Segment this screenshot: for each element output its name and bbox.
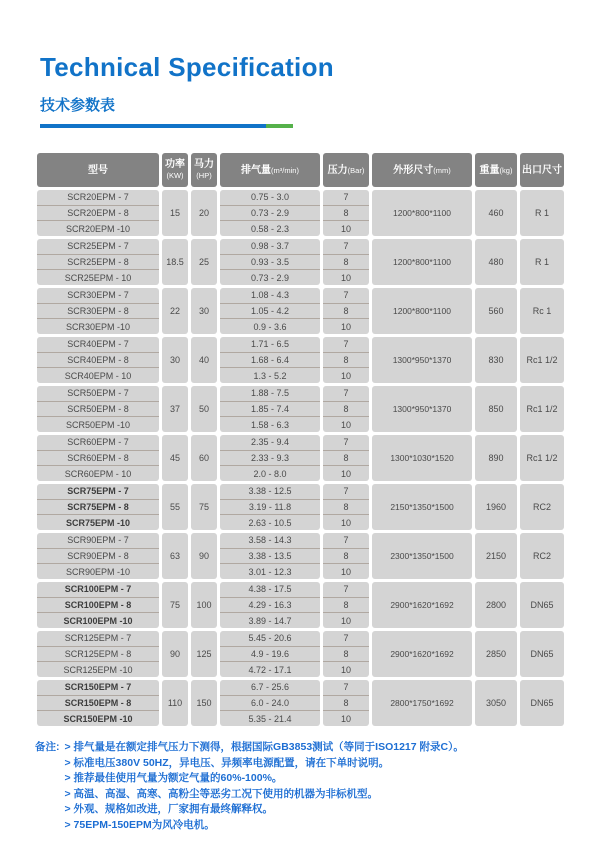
table-row [37,680,565,726]
header-weight-label: 重量(kg) [479,164,513,176]
dimensions-cell: 1300*950*1370 [372,386,472,432]
weight-cell: 890 [475,435,517,481]
pressure-value: 8 [323,451,369,467]
model-name: SCR40EPM - 7 [37,337,159,353]
displacement-value: 6.0 - 24.0 [220,696,320,712]
header-weight [475,153,517,187]
power-cell: 90 [162,631,188,677]
dimensions-cell: 2900*1620*1692 [372,631,472,677]
displacement-value: 0.58 - 2.3 [250,223,290,234]
model-name: SCR30EPM - 8 [37,304,159,320]
displacement-value: 5.45 - 20.6 [220,631,320,647]
displacement-cell [220,533,320,579]
pressure-value: 7 [323,533,369,549]
displacement-cell [220,239,320,285]
model-cell [37,386,159,432]
note-item: > 外观、规格如改进，厂家拥有最终解释权。 [64,803,274,815]
table-row [37,239,565,285]
displacement-cell [220,190,320,236]
outlet-cell: DN65 [520,582,564,628]
hp-cell: 30 [191,288,217,334]
outlet-cell: DN65 [520,631,564,677]
outlet-cell: Rc 1 [520,288,564,334]
pressure-cell [323,680,369,726]
displacement-value: 3.89 - 14.7 [248,615,292,626]
displacement-cell [220,386,320,432]
outlet-cell: Rc1 1/2 [520,435,564,481]
hp-cell: 50 [191,386,217,432]
model-name: SCR25EPM - 7 [37,239,159,255]
note-item: > 高温、高湿、高寒、高粉尘等恶劣工况下使用的机器为非标机型。 [64,787,379,800]
outlet-cell: R 1 [520,239,564,285]
header-hp-unit: (HP) [196,171,212,180]
displacement-value: 1.58 - 6.3 [250,419,290,430]
pressure-value: 8 [323,402,369,418]
table-row [37,533,565,579]
displacement-value: 3.58 - 14.3 [220,533,320,549]
displacement-value: 3.38 - 13.5 [220,549,320,565]
pressure-cell [323,533,369,579]
note-item: > 75EPM-150EPM为风冷电机。 [64,818,215,831]
pressure-value: 10 [340,517,351,528]
pressure-cell [323,484,369,530]
weight-cell: 2800 [475,582,517,628]
power-cell: 37 [162,386,188,432]
model-name: SCR75EPM - 8 [37,500,159,516]
hp-cell: 20 [191,190,217,236]
pressure-value: 10 [340,370,351,381]
table-row [37,386,565,432]
weight-cell: 850 [475,386,517,432]
page-header [0,0,600,128]
displacement-value: 3.38 - 12.5 [220,484,320,500]
outlet-cell: Rc1 1/2 [520,337,564,383]
pressure-value: 8 [323,353,369,369]
dimensions-cell: 1300*950*1370 [372,337,472,383]
model-name: SCR100EPM - 7 [37,582,159,598]
model-name: SCR50EPM - 7 [37,386,159,402]
weight-cell: 2850 [475,631,517,677]
displacement-value: 0.73 - 2.9 [220,206,320,222]
notes-list [65,740,464,833]
power-cell: 45 [162,435,188,481]
displacement-value: 4.9 - 19.6 [220,647,320,663]
page-subtitle: 技术参数表 [40,97,116,114]
displacement-value: 3.01 - 12.3 [248,566,292,577]
pressure-cell [323,582,369,628]
page-title: Technical Specification [40,52,334,82]
model-name: SCR150EPM - 7 [37,680,159,696]
model-name: SCR60EPM - 10 [64,468,132,479]
displacement-cell [220,631,320,677]
hp-cell: 125 [191,631,217,677]
table-row [37,435,565,481]
dimensions-cell: 2800*1750*1692 [372,680,472,726]
model-cell [37,484,159,530]
pressure-value: 10 [340,272,351,283]
pressure-value: 7 [323,680,369,696]
model-name: SCR50EPM - 8 [37,402,159,418]
model-cell [37,337,159,383]
table-header-row [37,153,565,187]
header-hp [191,153,217,187]
hp-cell: 60 [191,435,217,481]
pressure-value: 10 [340,615,351,626]
displacement-value: 1.05 - 4.2 [220,304,320,320]
pressure-cell [323,288,369,334]
pressure-value: 8 [323,696,369,712]
model-name: SCR30EPM -10 [65,321,131,332]
displacement-value: 3.19 - 11.8 [220,500,320,516]
weight-cell: 1960 [475,484,517,530]
displacement-value: 1.68 - 6.4 [220,353,320,369]
model-cell [37,190,159,236]
power-cell: 22 [162,288,188,334]
displacement-value: 0.93 - 3.5 [220,255,320,271]
pressure-value: 8 [323,647,369,663]
model-cell [37,631,159,677]
header-dimensions [372,153,472,187]
model-name: SCR125EPM - 8 [37,647,159,663]
table-row [37,484,565,530]
pressure-value: 8 [323,304,369,320]
displacement-cell [220,435,320,481]
model-name: SCR90EPM - 8 [37,549,159,565]
pressure-value: 10 [340,321,351,332]
outlet-cell: DN65 [520,680,564,726]
dimensions-cell: 2150*1350*1500 [372,484,472,530]
displacement-cell [220,337,320,383]
pressure-value: 10 [340,468,351,479]
note-item: > 标准电压380V 50HZ，异电压、异频率电源配置，请在下单时说明。 [64,756,390,769]
outlet-cell: R 1 [520,190,564,236]
displacement-value: 1.08 - 4.3 [220,288,320,304]
header-pressure [323,153,369,187]
displacement-value: 4.72 - 17.1 [248,664,292,675]
pressure-cell [323,239,369,285]
note-item: > 排气量是在额定排气压力下测得，根据国际GB3853测试（等同于ISO1217 附录C）。 [64,741,464,753]
pressure-value: 7 [323,435,369,451]
displacement-value: 0.9 - 3.6 [253,321,287,332]
table-row [37,190,565,236]
header-power-label: 功率 [165,159,185,170]
header-outlet [520,153,564,187]
weight-cell: 460 [475,190,517,236]
hp-cell: 75 [191,484,217,530]
model-name: SCR25EPM - 8 [37,255,159,271]
pressure-value: 7 [323,582,369,598]
spec-table [37,153,565,726]
displacement-cell [220,288,320,334]
power-cell: 15 [162,190,188,236]
table-row [37,631,565,677]
header-power [162,153,188,187]
model-name: SCR40EPM - 8 [37,353,159,369]
outlet-cell: RC2 [520,484,564,530]
power-cell: 18.5 [162,239,188,285]
dimensions-cell: 2300*1350*1500 [372,533,472,579]
pressure-cell [323,631,369,677]
weight-cell: 830 [475,337,517,383]
header-pressure-label: 压力(Bar) [327,164,365,176]
header-dimensions-label: 外形尺寸(mm) [393,164,451,176]
pressure-value: 7 [323,631,369,647]
pressure-cell [323,386,369,432]
model-name: SCR90EPM -10 [65,566,131,577]
pressure-value: 10 [340,419,351,430]
displacement-value: 5.35 - 21.4 [248,713,292,724]
table-row [37,288,565,334]
pressure-value: 8 [323,255,369,271]
displacement-value: 2.63 - 10.5 [248,517,292,528]
displacement-value: 0.75 - 3.0 [220,190,320,206]
model-name: SCR40EPM - 10 [64,370,132,381]
displacement-cell [220,582,320,628]
model-name: SCR150EPM - 8 [37,696,159,712]
pressure-cell [323,435,369,481]
displacement-value: 4.38 - 17.5 [220,582,320,598]
displacement-value: 2.35 - 9.4 [220,435,320,451]
header-outlet-label: 出口尺寸 [522,164,562,176]
displacement-cell [220,484,320,530]
model-name: SCR20EPM -10 [65,223,131,234]
power-cell: 55 [162,484,188,530]
pressure-value: 10 [340,223,351,234]
displacement-value: 2.0 - 8.0 [253,468,287,479]
model-name: SCR100EPM -10 [63,615,133,626]
model-name: SCR90EPM - 7 [37,533,159,549]
model-name: SCR20EPM - 8 [37,206,159,222]
pressure-value: 7 [323,337,369,353]
hp-cell: 90 [191,533,217,579]
spec-table-body [37,190,565,726]
notes-prefix: 备注: [35,741,60,753]
displacement-value: 0.98 - 3.7 [220,239,320,255]
header-hp-label: 马力 [194,159,214,170]
header-model [37,153,159,187]
weight-cell: 560 [475,288,517,334]
displacement-value: 4.29 - 16.3 [220,598,320,614]
header-displacement [220,153,320,187]
displacement-value: 0.73 - 2.9 [250,272,290,283]
displacement-value: 1.85 - 7.4 [220,402,320,418]
power-cell: 75 [162,582,188,628]
model-name: SCR25EPM - 10 [64,272,132,283]
dimensions-cell: 2900*1620*1692 [372,582,472,628]
model-cell [37,582,159,628]
weight-cell: 2150 [475,533,517,579]
footnotes [35,740,600,833]
displacement-value: 1.71 - 6.5 [220,337,320,353]
displacement-value: 1.3 - 5.2 [253,370,287,381]
outlet-cell: Rc1 1/2 [520,386,564,432]
pressure-value: 10 [340,566,351,577]
model-name: SCR60EPM - 8 [37,451,159,467]
model-cell [37,680,159,726]
hp-cell: 150 [191,680,217,726]
pressure-value: 7 [323,190,369,206]
weight-cell: 480 [475,239,517,285]
model-cell [37,533,159,579]
dimensions-cell: 1200*800*1100 [372,239,472,285]
displacement-value: 2.33 - 9.3 [220,451,320,467]
model-name: SCR100EPM - 8 [37,598,159,614]
displacement-cell [220,680,320,726]
note-item: > 推荐最佳使用气量为额定气量的60%-100%。 [64,772,283,784]
model-name: SCR125EPM -10 [63,664,133,675]
pressure-value: 7 [323,386,369,402]
table-row [37,337,565,383]
header-displacement-label: 排气量(m³/min) [241,164,299,176]
model-name: SCR30EPM - 7 [37,288,159,304]
model-name: SCR150EPM -10 [63,713,133,724]
displacement-value: 1.88 - 7.5 [220,386,320,402]
pressure-value: 10 [340,713,351,724]
dimensions-cell: 1300*1030*1520 [372,435,472,481]
pressure-value: 8 [323,549,369,565]
outlet-cell: RC2 [520,533,564,579]
model-name: SCR20EPM - 7 [37,190,159,206]
model-cell [37,239,159,285]
model-name: SCR75EPM -10 [65,517,131,528]
model-name: SCR125EPM - 7 [37,631,159,647]
pressure-cell [323,190,369,236]
pressure-value: 8 [323,598,369,614]
underline-green-segment [266,124,293,128]
pressure-value: 8 [323,500,369,516]
pressure-value: 7 [323,239,369,255]
hp-cell: 25 [191,239,217,285]
table-row [37,582,565,628]
power-cell: 63 [162,533,188,579]
model-cell [37,435,159,481]
hp-cell: 40 [191,337,217,383]
displacement-value: 6.7 - 25.6 [220,680,320,696]
pressure-value: 8 [323,206,369,222]
model-name: SCR60EPM - 7 [37,435,159,451]
hp-cell: 100 [191,582,217,628]
dimensions-cell: 1200*800*1100 [372,288,472,334]
pressure-value: 10 [340,664,351,675]
model-name: SCR75EPM - 7 [37,484,159,500]
pressure-cell [323,337,369,383]
power-cell: 110 [162,680,188,726]
underline-blue-segment [40,124,266,128]
dimensions-cell: 1200*800*1100 [372,190,472,236]
pressure-value: 7 [323,484,369,500]
power-cell: 30 [162,337,188,383]
header-model-label: 型号 [88,164,108,176]
weight-cell: 3050 [475,680,517,726]
model-name: SCR50EPM -10 [65,419,131,430]
model-cell [37,288,159,334]
title-underline [40,124,293,128]
header-power-unit: (KW) [166,171,184,180]
pressure-value: 7 [323,288,369,304]
